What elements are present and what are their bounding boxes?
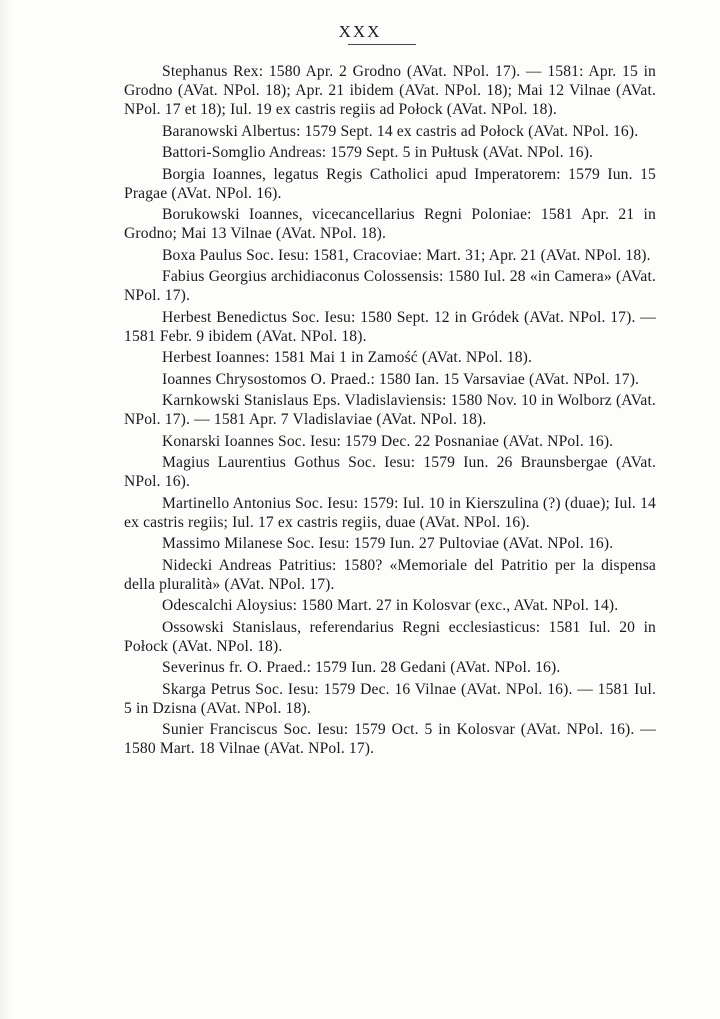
entry-boxa: Boxa Paulus Soc. Iesu: 1581, Cracoviae: Mart. 31; Apr. 21 (AVat. NPol. 18). <box>162 246 651 264</box>
entry-nidecki: Nidecki Andreas Patritius: 1580? «Memoriale del Patritio per la dispensa della pluralità» (AVat. NPol. 17). <box>124 556 656 593</box>
entry-massimo-milanese: Massimo Milanese Soc. Iesu: 1579 Iun. 27 Pultoviae (AVat. NPol. 16). <box>162 535 614 552</box>
page-number: XXX <box>338 22 382 41</box>
entry-karnkowski: Karnkowski Stanislaus Eps. Vladislaviensis: 1580 Nov. 10 in Wolborz (AVat. NPol. 17). — 1581 Apr. 7 Vladislaviae (AVat. NPol. 18). <box>124 392 656 428</box>
entry-stephanus-rex: Stephanus Rex: 1580 Apr. 2 Grodno (AVat. NPol. 17). — 1581: Apr. 15 in Grodno (AVat. NPol. 18); Apr. 21 ibidem (AVat. NPol. 18); Mai 12 Vilnae (AVat. NPol. 17 et 18); Iul. 19 ex castris regiis ad Połock (AVat. NPol. 18). <box>124 63 656 118</box>
entry-list <box>124 62 656 761</box>
entry-baranowski: Baranowski Albertus: 1579 Sept. 14 ex castris ad Połock (AVat. NPol. 16). <box>162 122 639 140</box>
entry-borgia: Borgia Ioannes, legatus Regis Catholici apud Imperatorem: 1579 Iun. 15 Pragae (AVat. NPol. 16). <box>124 165 656 202</box>
entry-herbest-benedictus: Herbest Benedictus Soc. Iesu: 1580 Sept. 12 in Gródek (AVat. NPol. 17). — 1581 Febr. 9 ibidem (AVat. NPol. 18). <box>124 308 656 345</box>
entry-ioannes-chrysostomos: Ioannes Chrysostomos O. Praed.: 1580 Ian. 15 Varsaviae (AVat. NPol. 17). <box>162 370 640 388</box>
entry-battori-somglio: Battori-Somglio Andreas: 1579 Sept. 5 in Pułtusk (AVat. NPol. 16). <box>162 144 594 161</box>
entry-fabius: Fabius Georgius archidiaconus Colossensis: 1580 Iul. 28 «in Camera» (AVat. NPol. 17). <box>124 268 656 304</box>
entry-magius: Magius Laurentius Gothus Soc. Iesu: 1579 Iun. 26 Braunsbergae (AVat. NPol. 16). <box>124 454 656 490</box>
entry-konarski: Konarski Ioannes Soc. Iesu: 1579 Dec. 22 Posnaniae (AVat. NPol. 16). <box>162 432 614 450</box>
entry-borukowski: Borukowski Ioannes, vicecancellarius Regni Poloniae: 1581 Apr. 21 in Grodno; Mai 13 Vilnae (AVat. NPol. 18). <box>124 206 656 242</box>
entry-herbest-ioannes: Herbest Ioannes: 1581 Mai 1 in Zamość (AVat. NPol. 18). <box>162 349 533 366</box>
entry-severinus: Severinus fr. O. Praed.: 1579 Iun. 28 Gedani (AVat. NPol. 16). <box>162 659 561 676</box>
entry-ossowski: Ossowski Stanislaus, referendarius Regni ecclesiasticus: 1581 Iul. 20 in Połock (AVat. NPol. 18). <box>124 618 656 655</box>
entry-sunier: Sunier Franciscus Soc. Iesu: 1579 Oct. 5 in Kolosvar (AVat. NPol. 16). — 1580 Mart. 18 Vilnae (AVat. NPol. 17). <box>124 721 656 757</box>
scan-edge-shadow <box>0 0 14 1019</box>
header-rule <box>348 44 416 45</box>
entry-odescalchi: Odescalchi Aloysius: 1580 Mart. 27 in Kolosvar (exc., AVat. NPol. 14). <box>162 597 619 614</box>
entry-skarga: Skarga Petrus Soc. Iesu: 1579 Dec. 16 Vilnae (AVat. NPol. 16). — 1581 Iul. 5 in Dzisna (AVat. NPol. 18). <box>124 680 656 717</box>
entry-martinello: Martinello Antonius Soc. Iesu: 1579: Iul. 10 in Kierszulina (?) (duae); Iul. 14 ex castris regiis; Iul. 17 ex castris regiis, duae (AVat. NPol. 16). <box>124 494 656 531</box>
